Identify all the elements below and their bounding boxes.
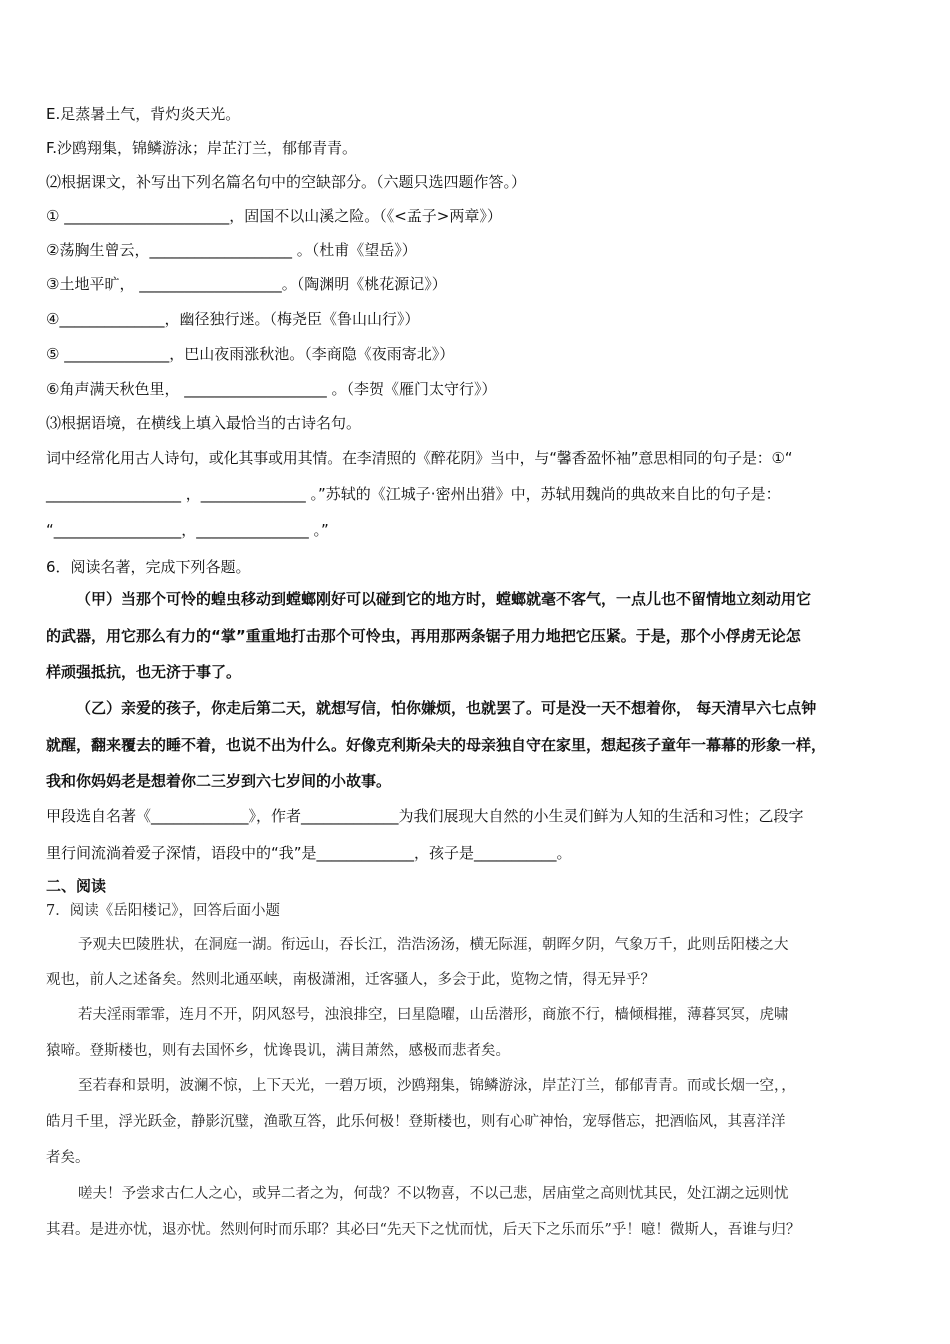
q6-para-a-line-1: （甲）当那个可怜的蝗虫移动到螳螂刚好可以碰到它的地方时，螳螂就毫不客气，一点儿也不留情地立刻动用它	[76, 590, 812, 608]
q3-intro: ⑶根据语境，在横线上填入最恰当的古诗名句。	[46, 414, 362, 432]
passage-p4-line-2: 其君。是进亦忧，退亦忧。然则何时而乐耶？其必曰“先天下之忧而忧，后天下之乐而乐”乎！噫！微斯人，吾谁与归？	[46, 1222, 801, 1238]
q6-para-b-line-2: 就醒，翻来覆去的睡不着，也说不出为什么。好像克利斯朵夫的母亲独自守在家里，想起孩子童年一幕幕的形象一样，	[46, 736, 827, 754]
q6-para-a-line-2: 的武器，用它那么有力的“掌”重重地打击那个可怜虫，再用那两条锯子用力地把它压紧。于是，那个小俘虏无论怎	[46, 627, 801, 645]
q6-question-line-2: 里行间流淌着爱子深情，语段中的“我”是_____________，孩子是___________。	[46, 844, 572, 862]
passage-p3-line-2: 皓月千里，浮光跃金，静影沉璧，渔歌互答，此乐何极！登斯楼也，则有心旷神怡，宠辱偕忘，把酒临风，其喜洋洋	[46, 1114, 786, 1130]
q3-line-2: __________________ ，______________ 。”苏轼的《江城子·密州出猎》中，苏轼用魏尚的典故来自比的句子是：	[46, 485, 781, 503]
q3-line-1: 词中经常化用古人诗句，或化其事或用其情。在李清照的《醉花阴》当中，与“馨香盈怀袖”意思相同的句子是：①“	[46, 449, 793, 467]
q2-item-2: ②荡胸生曾云，___________________ 。（杜甫《望岳》）	[46, 241, 417, 259]
passage-p4-line-1: 嗟夫！予尝求古仁人之心，或异二者之为，何哉？不以物喜，不以己悲，居庙堂之高则忧其民，处江湖之远则忧	[78, 1186, 789, 1202]
passage-p2-line-2: 猿啼。登斯楼也，则有去国怀乡，忧谗畏讥，满目萧然，感极而悲者矣。	[46, 1043, 510, 1059]
q2-item-6: ⑥角声满天秋色里， ___________________ 。（李贺《雁门太守行》）	[46, 380, 497, 398]
passage-p3-line-3: 者矣。	[46, 1150, 90, 1166]
q3-line-3: “_________________，_______________ 。”	[46, 521, 329, 539]
q6-title: 6．阅读名著，完成下列各题。	[46, 558, 251, 576]
option-e: E.足蒸暑土气，背灼炎天光。	[46, 105, 241, 123]
option-f: F.沙鸥翔集，锦鳞游泳；岸芷汀兰，郁郁青青。	[46, 139, 357, 157]
q2-intro: ⑵根据课文，补写出下列名篇名句中的空缺部分。（六题只选四题作答。）	[46, 173, 527, 191]
passage-p1-line-1: 予观夫巴陵胜状，在洞庭一湖。衔远山，吞长江，浩浩汤汤，横无际涯，朝晖夕阴，气象万千，此则岳阳楼之大	[78, 937, 789, 953]
q6-para-a-line-3: 样顽强抵抗，也无济于事了。	[46, 663, 242, 681]
q7-title: 7．阅读《岳阳楼记》，回答后面小题	[46, 903, 280, 919]
passage-p3-line-1: 至若春和景明，波澜不惊，上下天光，一碧万顷，沙鸥翔集，锦鳞游泳，岸芷汀兰，郁郁青青。而或长烟一空，，	[78, 1078, 796, 1094]
q2-item-4: ④______________，幽径独行迷。（梅尧臣《鲁山山行》）	[46, 310, 420, 328]
section-heading: 二、阅读	[46, 877, 107, 895]
q2-item-1: ① ______________________，固国不以山溪之险。（《<孟子>两章》）	[46, 207, 502, 225]
q2-item-3: ③土地平旷， ___________________。（陶渊明《桃花源记》）	[46, 275, 447, 293]
q6-question-line-1: 甲段选自名著《_____________》，作者_____________为我们展现大自然的小生灵们鲜为人知的生活和习性；乙段字	[46, 807, 804, 825]
passage-p2-line-1: 若夫淫雨霏霏，连月不开，阴风怒号，浊浪排空，曰星隐曜，山岳潜形，商旅不行，樯倾楫摧，薄暮冥冥，虎啸	[78, 1007, 789, 1023]
q2-item-5: ⑤ ______________，巴山夜雨涨秋池。（李商隐《夜雨寄北》）	[46, 345, 455, 363]
q6-para-b-line-1: （乙）亲爱的孩子，你走后第二天，就想写信，怕你嫌烦，也就罢了。可是没一天不想着你， 每天清早六七点钟	[76, 699, 817, 717]
passage-p1-line-2: 观也，前人之述备矣。然则北通巫峡，南极潇湘，迁客骚人，多会于此，览物之情，得无异乎？	[46, 972, 655, 988]
q6-para-b-line-3: 我和你妈妈老是想着你二三岁到六七岁间的小故事。	[46, 772, 392, 790]
